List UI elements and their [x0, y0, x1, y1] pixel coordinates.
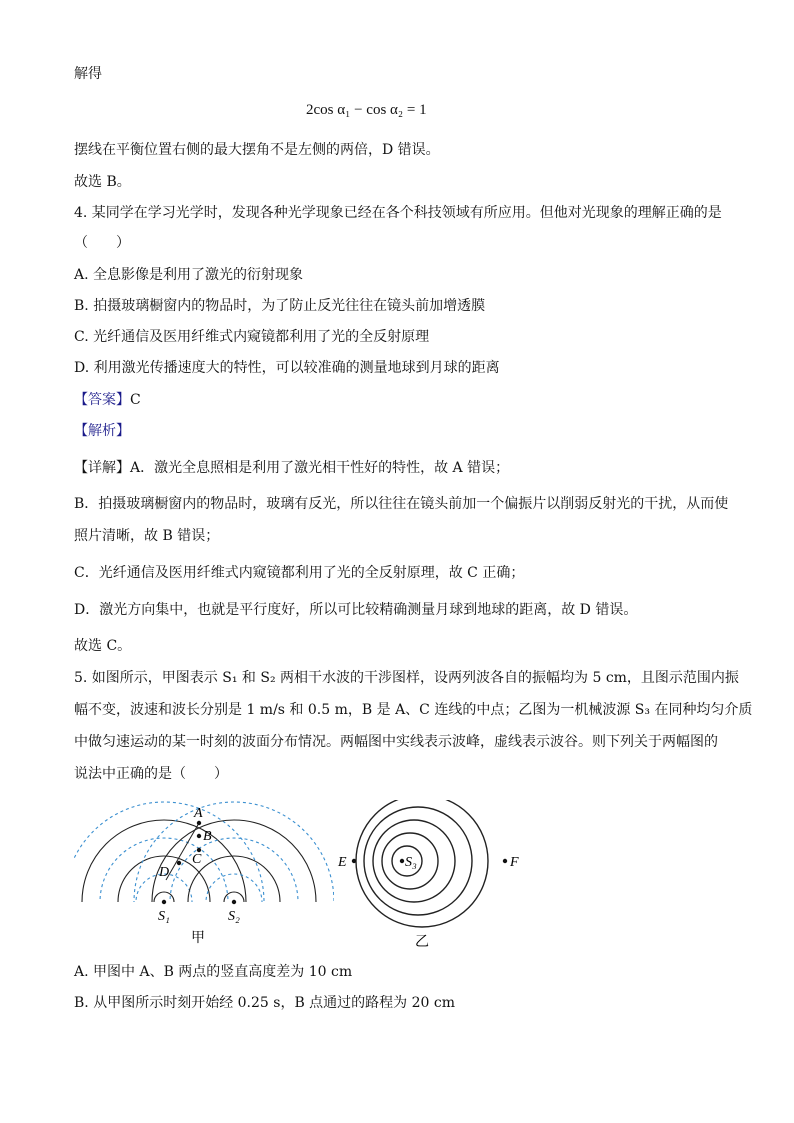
detail-b-cont: 照片清晰，故 B 错误； — [74, 528, 220, 544]
caption-left: 甲 — [191, 931, 205, 946]
analysis-label: 【解析】 — [74, 423, 130, 439]
select-c: 故选 C。 — [74, 638, 132, 654]
label-s2: S₂ — [228, 909, 240, 924]
label-f: F — [510, 855, 519, 870]
detail-c: C．光纤通信及医用纤维式内窥镜都利用了光的全反射原理，故 C 正确； — [74, 565, 525, 581]
detail-a — [74, 458, 509, 478]
label-d: D — [159, 865, 170, 880]
formula: 2cos α₁ − cos α₂ = 1 — [306, 102, 427, 118]
point-a — [197, 821, 201, 825]
option-d: D. 利用激光传播速度大的特性，可以较准确的测量地球到月球的距离 — [74, 360, 500, 376]
label-e: E — [338, 855, 347, 870]
option-c: C. 光纤通信及医用纤维式内窥镜都利用了光的全反射原理 — [74, 329, 430, 345]
label-b: B — [203, 829, 212, 844]
question-4-blank: （ ） — [74, 235, 130, 251]
question-5-stem-3: 中做匀速运动的某一时刻的波面分布情况。两幅图中实线表示波峰，虚线表示波谷。则下列关于两幅图的 — [74, 734, 718, 750]
label-c: C — [192, 852, 202, 867]
point-s2 — [232, 900, 236, 904]
option-b: B. 从甲图所示时刻开始经 0.25 s，B 点通过的路程为 20 cm — [74, 995, 456, 1011]
answer-label: 【答案】 — [74, 392, 130, 408]
detail-d: D．激光方向集中，也就是平行度好，所以可比较精确测量月球到地球的距离，故 D 错误。 — [74, 602, 638, 618]
detail-a-text: A．激光全息照相是利用了激光相干性好的特性，故 A 错误； — [130, 460, 510, 476]
detail-b: B．拍摄玻璃橱窗内的物品时，玻璃有反光，所以往往在镜头前加一个偏振片以削弱反射光的干扰，从而使 — [74, 496, 729, 512]
question-5-stem: 5. 如图所示，甲图表示 S₁ 和 S₂ 两相干水波的干涉图样，设两列波各自的振幅均为 5 cm，且图示范围内振 — [74, 670, 739, 686]
detail-label: 【详解】 — [74, 460, 130, 476]
option-a: A. 全息影像是利用了激光的衍射现象 — [74, 267, 304, 283]
text-line: 摆线在平衡位置右侧的最大摆角不是左侧的两倍，D 错误。 — [74, 142, 440, 158]
interference-figure — [74, 800, 534, 950]
point-f — [503, 859, 507, 863]
point-b — [197, 834, 201, 838]
point-s3 — [400, 859, 404, 863]
label-s3: S₃ — [405, 855, 417, 870]
text-line: 故选 B。 — [74, 174, 131, 190]
option-b: B. 拍摄玻璃橱窗内的物品时，为了防止反光往往在镜头前加增透膜 — [74, 298, 486, 314]
point-e — [352, 859, 356, 863]
point-s1 — [162, 900, 166, 904]
text-line: 解得 — [74, 66, 102, 82]
question-4-stem: 4. 某同学在学习光学时，发现各种光学现象已经在各个科技领域有所应用。但他对光现象的理解正确的是 — [74, 205, 722, 221]
analysis-line — [74, 421, 130, 441]
label-a: A — [194, 806, 203, 821]
label-s1: S₁ — [158, 909, 170, 924]
caption-right: 乙 — [415, 935, 429, 950]
question-5-stem-4: 说法中正确的是（ ） — [74, 766, 228, 782]
question-5-stem-2: 幅不变，波速和波长分别是 1 m/s 和 0.5 m，B 是 A、C 连线的中点；乙图为一机械波源 S₃ 在同种均匀介质 — [74, 702, 753, 718]
option-a: A. 甲图中 A、B 两点的竖直高度差为 10 cm — [74, 964, 353, 980]
answer-line — [74, 390, 141, 410]
point-d — [177, 861, 181, 865]
answer-value: C — [130, 392, 141, 408]
wavefront-2 — [364, 807, 472, 915]
